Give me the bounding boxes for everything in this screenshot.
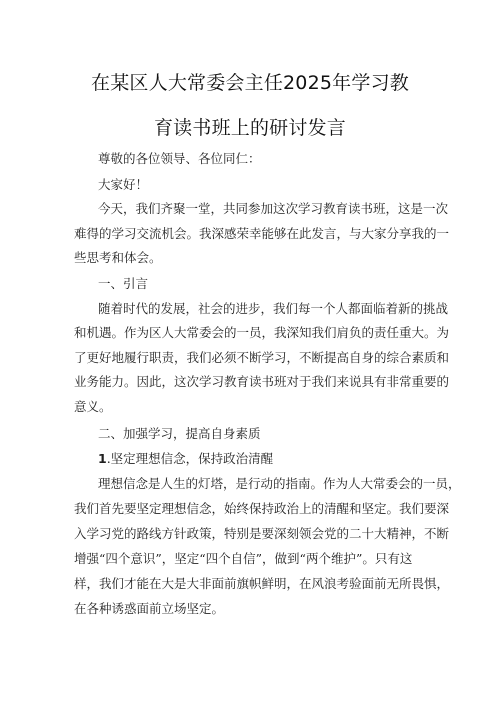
sub1-para-line: 样，我们才能在大是大非面前旗帜鲜明，在风浪考验面前无所畏惧，: [74, 576, 450, 591]
sub1-para-line: 在各种诱惑面前立场坚定。: [74, 601, 225, 616]
sub1-para-line: 理想信念是人生的灯塔，是行动的指南。作为人大常委会的一员，: [98, 476, 461, 491]
section1-line: 了更好地履行职责，我们必须不断学习，不断提高自身的综合素质和: [74, 350, 450, 365]
intro-line: 今天，我们齐聚一堂，共同参加这次学习教育读书班，这是一次: [98, 201, 449, 216]
sub1-para-line: 入学习党的路线方针政策，特别是要深刻领会党的二十大精神，不断: [74, 526, 450, 541]
intro-line: 难得的学习交流机会。我深感荣幸能够在此发言，与大家分享我的一: [74, 226, 450, 241]
sub1-para-line: 我们首先要坚定理想信念，始终保持政治上的清醒和坚定。我们要深: [74, 501, 450, 516]
salutation: 大家好！: [98, 177, 149, 192]
subsection-title: .坚定理想信念，保持政治清醒: [106, 451, 274, 466]
intro-line: 些思考和体会。: [74, 250, 162, 265]
section1-line: 意义。: [74, 399, 112, 414]
subsection-number: 1: [98, 451, 107, 466]
section-heading-1: 一、引言: [98, 276, 149, 291]
document-title-line-1: 在某区人大常委会主任2025年学习教: [91, 72, 409, 94]
section1-line: 和机遇。作为区人大常委会的一员，我深知我们肩负的责任重大。为: [74, 325, 450, 340]
sub1-para-line: 增强“四个意识”，坚定“四个自信”，做到“两个维护”。只有这: [74, 551, 413, 566]
greeting: 尊敬的各位领导、各位同仁：: [98, 151, 261, 166]
section1-line: 随着时代的发展，社会的进步，我们每一个人都面临着新的挑战: [98, 301, 449, 316]
section1-line: 业务能力。因此，这次学习教育读书班对于我们来说具有非常重要的: [74, 374, 450, 389]
subsection-heading-1: [98, 451, 273, 467]
section-heading-2: 二、加强学习，提高自身素质: [98, 426, 261, 441]
document-title-line-2: 育读书班上的研讨发言: [153, 117, 346, 139]
